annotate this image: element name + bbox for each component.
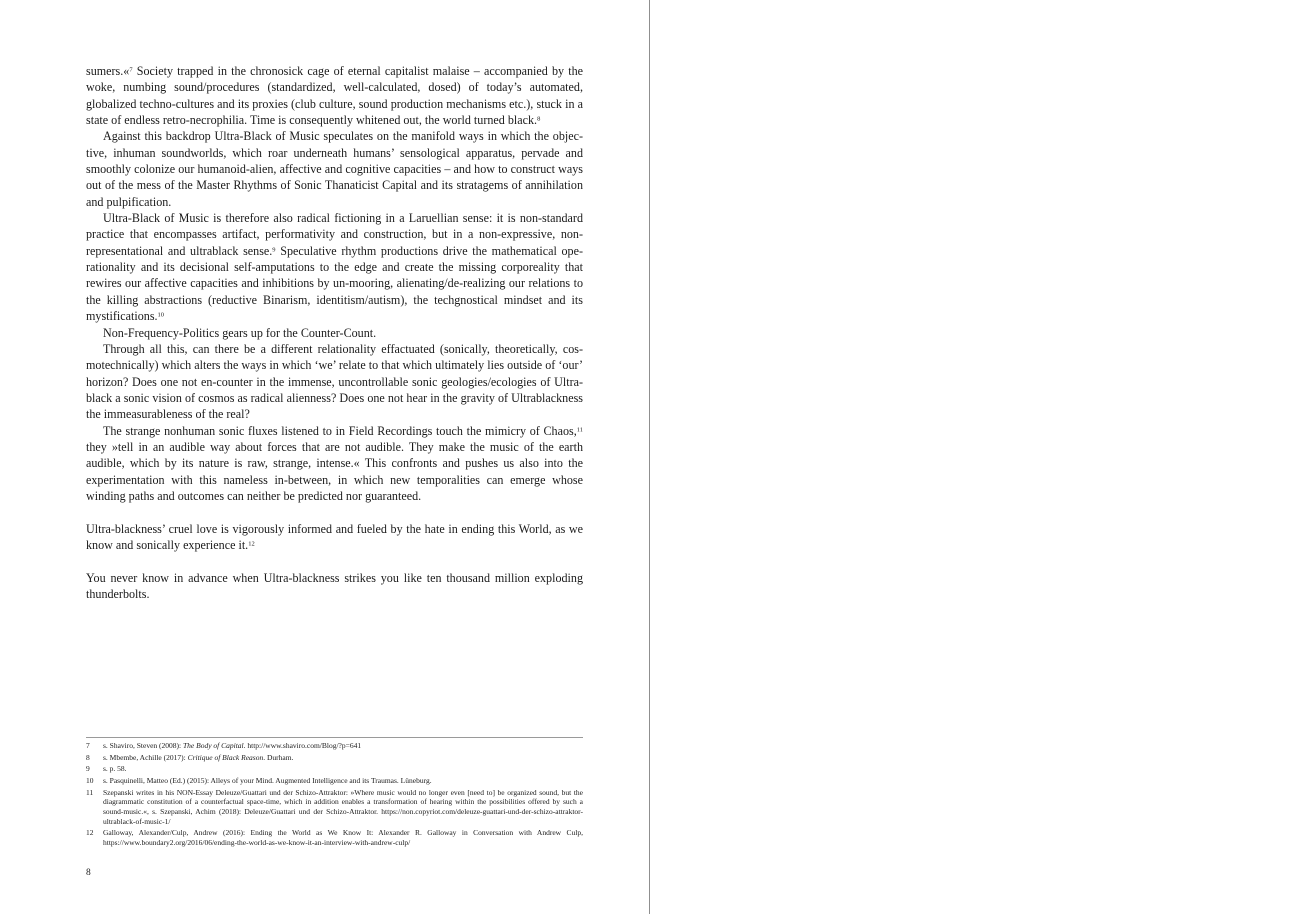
text-run: sumers.« [86, 64, 130, 78]
body-text [86, 63, 583, 602]
footnote-ref-12[interactable]: 12 [248, 540, 255, 548]
footnote-number: 7 [86, 741, 90, 750]
footnote-text [103, 741, 583, 751]
footnote-number: 11 [86, 787, 94, 797]
text-run[interactable]: . http://www.shaviro.com/Blog/?p=641 [243, 741, 362, 750]
text-run: they »tell in an audible way about forces that are not audible. They make the music of the earth audible, which by its nature is raw, strange, intense.« This confronts and pushes us also into the experimentation with this nameless in-between, in which new temporalities can emerge whose winding paths and outcomes can neither be predicted nor guaranteed. [86, 439, 583, 503]
text-run: Ultra-blackness’ cruel love is vigorously informed and fueled by the hate in ending this World, as we know and sonically experience it. [86, 521, 583, 552]
right-page-blank [650, 0, 1299, 914]
paragraph-5: Through all this, can there be a different relationality effactuated (sonically, theoretically, cosmotechnically) which alters the ways in which ‘we’ relate to that which ultimately lies outside of ‘our’ horizon? Does one not en-counter in the immense, uncontrollable sonic geologies/ecologies of Ultra-black a sonic vision of cosmos as radical alienness? Does one not hear in the gravity of Ultrablackness the immeasurableness of the real? [86, 341, 583, 422]
paragraph-4: Non-Frequency-Politics gears up for the Counter-Count. [103, 325, 377, 340]
footnote-7 [86, 741, 583, 751]
text-run: s. Shaviro, Steven (2008): [103, 741, 183, 750]
paragraph-6 [86, 423, 583, 505]
paragraph-7 [86, 521, 583, 554]
paragraph-8: You never know in advance when Ultra-blackness strikes you like ten thousand million exploding thunderbolts. [86, 570, 583, 601]
footnote-ref-11[interactable]: 11 [576, 426, 583, 433]
footnote-text: s. p. 58. [103, 764, 127, 774]
paragraph-3 [86, 210, 583, 324]
text-run: Speculative rhythm productions drive the mathematical ope-rationality and its decisional self-amputations to the edge and create the missing corporeality that rewires our affective capacities and inhibitions by un-mooring, alienating/de-realizing our relations to the killing abstractions (reductive Binarism, identitism/autism), the techgnostical mindset and its mystifications. [86, 243, 583, 324]
footnote-text: s. Pasquinelli, Matteo (Ed.) (2015): Alleys of your Mind. Augmented Intelligence and its Traumas. Lüneburg. [103, 776, 432, 786]
text-run: . Durham. [263, 752, 294, 762]
footnote-12 [86, 828, 583, 847]
footnote-ref-9[interactable]: 9 [272, 246, 276, 254]
footnote-text [103, 753, 583, 763]
footnote-11 [86, 788, 583, 826]
text-run: The strange nonhuman sonic fluxes listened to in Field Recordings touch the mimicry of Chaos, [103, 423, 577, 438]
footnote-number: 8 [86, 752, 90, 762]
footnote-text[interactable]: Szepanski writes in his NON-Essay Deleuze/Guattari und der Schizo-Attraktor: »Where music would no longer even [need to] be organized sound, but the diagrammatic constitution of a counterfactual space-time, which in addition enables a transformation of hearing within the possibilities offered by such a sound-music.«, s. Szepanski, Achim (2018): Deleuze/Guattari und der Schizo-Attraktor. https://non.copyriot.com/deleuze-guattari-und-der-schizo-attraktor-ultrablack-of-music-1/ [103, 787, 583, 826]
footnote-ref-7[interactable]: 7 [129, 66, 133, 74]
footnote-ref-10[interactable]: 10 [157, 311, 165, 319]
footnote-number: 9 [86, 764, 90, 774]
paragraph-2: Against this backdrop Ultra-Black of Music speculates on the manifold ways in which the objective, inhuman soundworlds, which roar underneath humans’ sensological apparatus, pervade and smoothly colonize our humanoid-alien, affective and cognitive capacities – and how to construct ways out of the mess of the Master Rhythms of Sonic Thanaticist Capital and its stratagems of annihilation and pulpification. [86, 129, 583, 209]
footnote-9 [86, 764, 583, 774]
footnote-divider [86, 737, 583, 738]
page-number: 8 [86, 868, 91, 878]
footnote-number: 10 [86, 776, 94, 786]
footnote-8 [86, 753, 583, 763]
paragraph-1 [86, 63, 583, 128]
cited-title: The Body of Capital [183, 741, 244, 750]
cited-title: Critique of Black Reason [187, 752, 264, 762]
text-run: Society trapped in the chronosick cage of eternal capitalist malaise – accompanied by the woke, numbing sound/procedures (standardized, well-calculated, dosed) of today’s automated, globalized techno-cultures and its proxies (club culture, sound production mechanisms etc.), stuck in a state of endless retro-necrophilia. Time is consequently whitened out, the world turned black. [86, 64, 583, 128]
footnote-10 [86, 776, 583, 786]
text-run: Ultra-Black of Music is therefore also radical fictioning in a Laruellian sense: it is non-standard practice that encompasses artifact, performativity and construction, but in a non-expressive, non-representational and ultrablack sense. [86, 211, 583, 258]
footnote-text[interactable]: Galloway, Alexander/Culp, Andrew (2016): Ending the World as We Know It: Alexander R. Galloway in Conversation with Andrew Culp, https://www.boundary2.org/2016/06/ending-the-world-as-we-know-it-an-interview-with-andrew-culp/ [103, 828, 583, 847]
footnote-ref-8[interactable]: 8 [537, 115, 541, 123]
text-run: s. Mbembe, Achille (2017): [103, 752, 188, 762]
left-page [0, 0, 649, 914]
footnote-number: 12 [86, 828, 94, 838]
footnotes [86, 741, 583, 850]
